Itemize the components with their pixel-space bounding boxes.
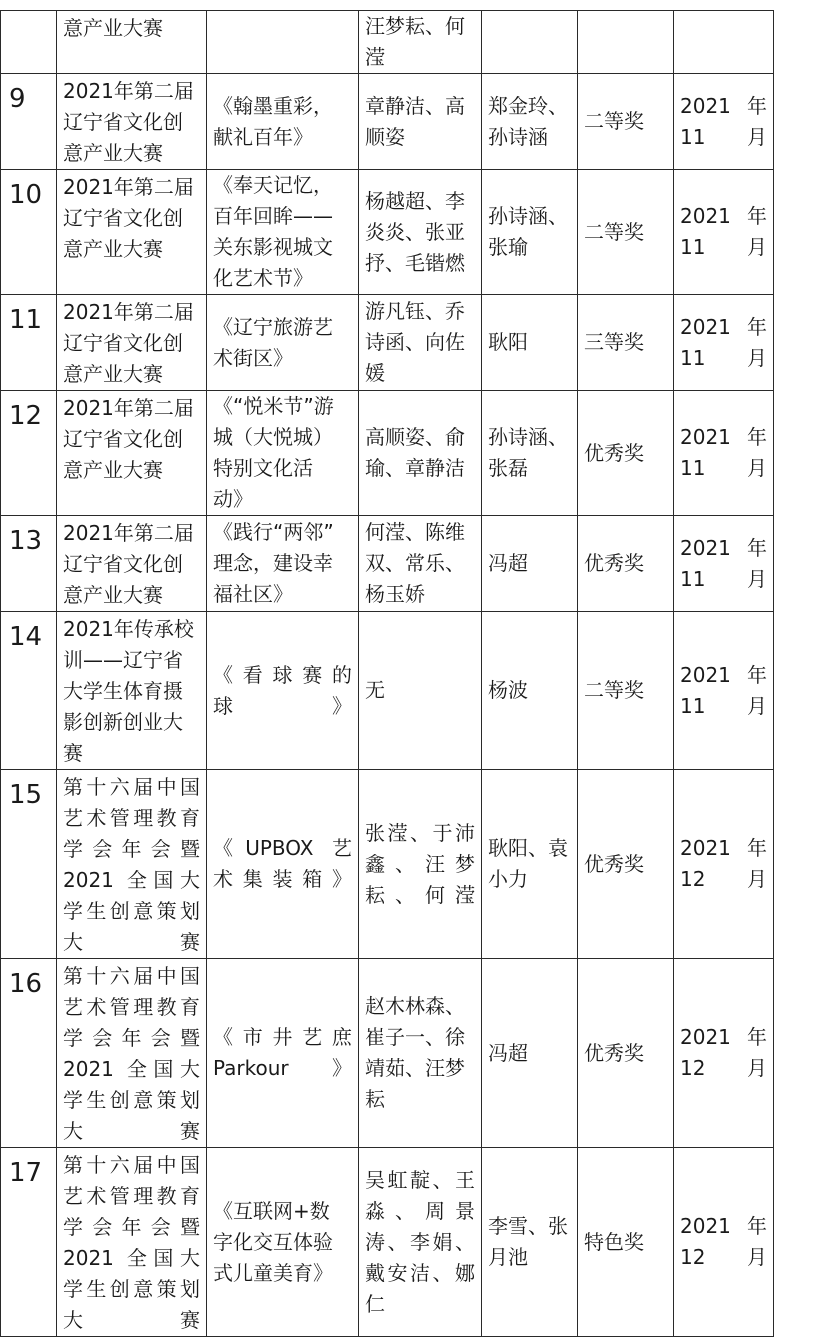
students-cell: 吴虹靛、王 淼、周景 涛、李娟、 戴安洁、娜 仁 xyxy=(359,1148,482,1337)
competition-cell: 2021年传承校 训——辽宁省 大学生体育摄 影创新创业大 赛 xyxy=(57,612,207,770)
advisor-cell: 耿阳 xyxy=(482,295,578,391)
students-cell: 高顺姿、俞 瑜、章静洁 xyxy=(359,391,482,516)
award-cell: 优秀奖 xyxy=(578,516,674,612)
row-number: 15 xyxy=(1,770,57,959)
competition-cell: 第十六届中国 艺术管理教育 学会年会暨 2021 全国大 学生创意策划 大赛 xyxy=(57,770,207,959)
advisor-cell: 郑金玲、 孙诗涵 xyxy=(482,74,578,170)
table-row xyxy=(1,391,774,516)
date-cell: 2021 年 11 月 xyxy=(674,612,774,770)
date-cell: 2021 年 12 月 xyxy=(674,959,774,1148)
award-cell: 二等奖 xyxy=(578,170,674,295)
competition-cell: 意产业大赛 xyxy=(57,11,207,74)
students-cell: 章静洁、高 顺姿 xyxy=(359,74,482,170)
work-title-cell: 《翰墨重彩， 献礼百年》 xyxy=(207,74,359,170)
work-title-cell: 《市井艺庶 Parkour》 xyxy=(207,959,359,1148)
table-row xyxy=(1,1148,774,1337)
date-cell: 2021 年 11 月 xyxy=(674,170,774,295)
students-cell: 游凡钰、乔 诗函、向佐 媛 xyxy=(359,295,482,391)
competition-cell: 第十六届中国 艺术管理教育 学会年会暨 2021 全国大 学生创意策划 大赛 xyxy=(57,959,207,1148)
table-row xyxy=(1,295,774,391)
advisor-cell: 孙诗涵、 张瑜 xyxy=(482,170,578,295)
award-cell xyxy=(578,11,674,74)
work-title-cell: 《看球赛的 球》 xyxy=(207,612,359,770)
row-number xyxy=(1,11,57,74)
award-cell: 三等奖 xyxy=(578,295,674,391)
date-cell: 2021 年 11 月 xyxy=(674,516,774,612)
work-title-cell: 《互联网+数 字化交互体验 式儿童美育》 xyxy=(207,1148,359,1337)
table-row xyxy=(1,516,774,612)
table-row xyxy=(1,170,774,295)
table-row xyxy=(1,770,774,959)
advisor-cell: 李雪、张 月池 xyxy=(482,1148,578,1337)
competition-cell: 2021年第二届 辽宁省文化创 意产业大赛 xyxy=(57,295,207,391)
row-number: 16 xyxy=(1,959,57,1148)
row-number: 13 xyxy=(1,516,57,612)
competition-cell: 2021年第二届 辽宁省文化创 意产业大赛 xyxy=(57,516,207,612)
students-cell: 何滢、陈维 双、常乐、 杨玉娇 xyxy=(359,516,482,612)
advisor-cell: 杨波 xyxy=(482,612,578,770)
advisor-cell: 冯超 xyxy=(482,959,578,1148)
row-number: 9 xyxy=(1,74,57,170)
work-title-cell: 《UPBOX 艺 术集装箱》 xyxy=(207,770,359,959)
date-cell: 2021 年 11 月 xyxy=(674,74,774,170)
work-title-cell: 《践行“两邻” 理念，建设幸 福社区》 xyxy=(207,516,359,612)
table-row xyxy=(1,612,774,770)
work-title-cell: 《“悦米节”游 城（大悦城） 特别文化活 动》 xyxy=(207,391,359,516)
date-cell: 2021 年 12 月 xyxy=(674,770,774,959)
award-cell: 二等奖 xyxy=(578,612,674,770)
date-cell: 2021 年 11 月 xyxy=(674,391,774,516)
students-cell: 无 xyxy=(359,612,482,770)
work-title-cell: 《辽宁旅游艺 术街区》 xyxy=(207,295,359,391)
award-cell: 优秀奖 xyxy=(578,959,674,1148)
advisor-cell: 孙诗涵、 张磊 xyxy=(482,391,578,516)
award-cell: 特色奖 xyxy=(578,1148,674,1337)
students-cell: 杨越超、李 炎炎、张亚 抒、毛锴燃 xyxy=(359,170,482,295)
row-number: 14 xyxy=(1,612,57,770)
date-cell: 2021 年 12 月 xyxy=(674,1148,774,1337)
advisor-cell: 耿阳、袁 小力 xyxy=(482,770,578,959)
competition-cell: 2021年第二届 辽宁省文化创 意产业大赛 xyxy=(57,391,207,516)
award-cell: 优秀奖 xyxy=(578,391,674,516)
work-title-cell xyxy=(207,11,359,74)
competition-cell: 2021年第二届 辽宁省文化创 意产业大赛 xyxy=(57,170,207,295)
date-cell: 2021 年 11 月 xyxy=(674,295,774,391)
advisor-cell xyxy=(482,11,578,74)
students-cell: 张滢、于沛 鑫、汪梦 耘、何滢 xyxy=(359,770,482,959)
advisor-cell: 冯超 xyxy=(482,516,578,612)
award-cell: 二等奖 xyxy=(578,74,674,170)
competition-cell: 2021年第二届 辽宁省文化创 意产业大赛 xyxy=(57,74,207,170)
row-number: 11 xyxy=(1,295,57,391)
award-cell: 优秀奖 xyxy=(578,770,674,959)
table-row xyxy=(1,959,774,1148)
awards-table xyxy=(0,10,774,1337)
row-number: 17 xyxy=(1,1148,57,1337)
work-title-cell: 《奉天记忆， 百年回眸—— 关东影视城文 化艺术节》 xyxy=(207,170,359,295)
students-cell: 赵木林森、 崔子一、徐 靖茹、汪梦 耘 xyxy=(359,959,482,1148)
table-row xyxy=(1,74,774,170)
row-number: 10 xyxy=(1,170,57,295)
competition-cell: 第十六届中国 艺术管理教育 学会年会暨 2021 全国大 学生创意策划 大赛 xyxy=(57,1148,207,1337)
table-row xyxy=(1,11,774,74)
students-cell: 汪梦耘、何 滢 xyxy=(359,11,482,74)
row-number: 12 xyxy=(1,391,57,516)
date-cell xyxy=(674,11,774,74)
